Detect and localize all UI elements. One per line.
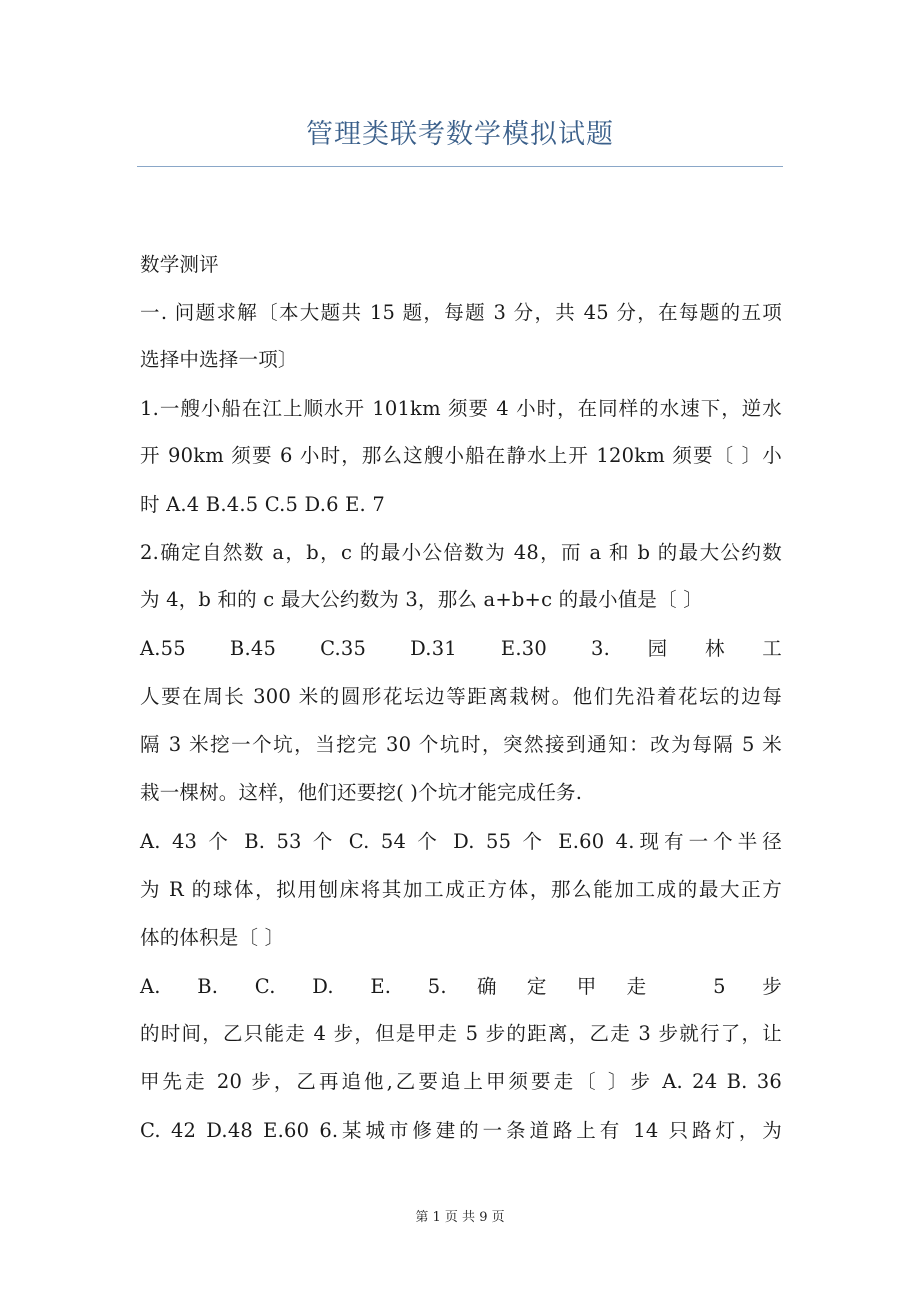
text-line: 一. 问题求解〔本大题共 15 题，每题 3 分，共 45 分，在每题的五项 xyxy=(140,301,782,324)
text-line: 1.一艘小船在江上顺水开 101km 须要 4 小时，在同样的水速下，逆水 xyxy=(140,397,782,420)
text-line: A. 43 个 B. 53 个 C. 54 个 D. 55 个 E.60 4.现有一个半径 xyxy=(140,830,782,853)
text-line: A.55 B.45 C.35 D.31 E.30 3.园林工 xyxy=(140,637,782,660)
section-heading: 数学测评 xyxy=(140,253,219,276)
text-line: 人要在周长 300 米的圆形花坛边等距离栽树。他们先沿着花坛的边每 xyxy=(140,685,782,708)
text-line: 开 90km 须要 6 小时，那么这艘小船在静水上开 120km 须要〔 〕小 xyxy=(140,444,782,467)
text-line: 体的体积是〔 〕 xyxy=(140,926,285,949)
text-line: 为 4，b 和的 c 最大公约数为 3，那么 a+b+c 的最小值是〔 〕 xyxy=(140,588,703,611)
text-line: A. B. C. D. E. 5.确定甲走 5 步 xyxy=(140,975,782,998)
text-line: 的时间，乙只能走 4 步，但是甲走 5 步的距离，乙走 3 步就行了，让 xyxy=(140,1022,782,1045)
document-title: 管理类联考数学模拟试题 xyxy=(306,119,614,150)
text-line: 甲先走 20 步，乙再追他,乙要追上甲须要走〔 〕步 A. 24 B. 36 xyxy=(140,1070,782,1093)
title-divider xyxy=(137,166,783,167)
text-line: 为 R 的球体，拟用刨床将其加工成正方体，那么能加工成的最大正方 xyxy=(140,878,782,901)
text-line: 时 A.4 B.4.5 C.5 D.6 E. 7 xyxy=(140,493,385,516)
text-line: 栽一棵树。这样，他们还要挖( )个坑才能完成任务. xyxy=(140,781,583,804)
text-line: C. 42 D.48 E.60 6.某城市修建的一条道路上有 14 只路灯，为 xyxy=(140,1119,782,1142)
text-line: 选择中选择一项〕 xyxy=(140,348,298,371)
page-number-footer: 第 1 页 共 9 页 xyxy=(415,1210,505,1225)
text-line: 2.确定自然数 a，b，c 的最小公倍数为 48，而 a 和 b 的最大公约数 xyxy=(140,541,782,564)
text-line: 隔 3 米挖一个坑，当挖完 30 个坑时，突然接到通知：改为每隔 5 米 xyxy=(140,733,782,756)
